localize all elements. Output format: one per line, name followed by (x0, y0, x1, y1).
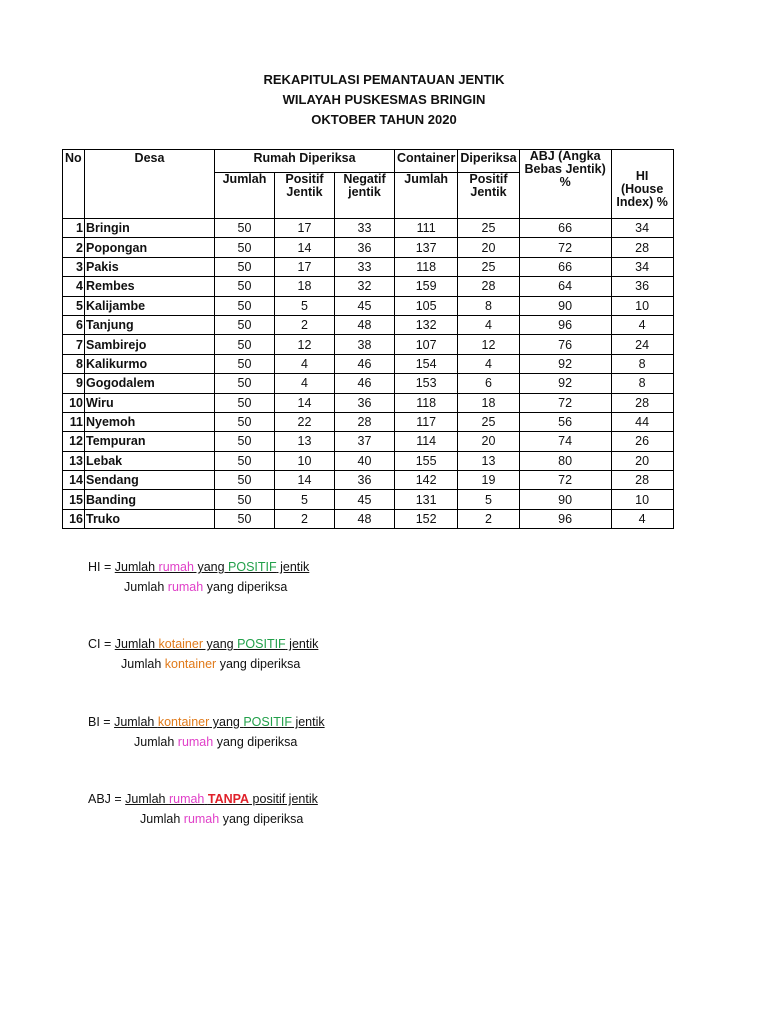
formula-hi (88, 557, 309, 597)
table-row (63, 393, 674, 412)
table-row (63, 296, 674, 315)
table-row (63, 451, 674, 470)
cell-container-positif: 2 (458, 509, 519, 528)
cell-desa: Tanjung (85, 315, 215, 334)
cell-container-positif: 25 (458, 412, 519, 431)
cell-hi: 8 (611, 354, 673, 373)
formula-hi-prefix: HI = (88, 560, 115, 574)
cell-abj: 66 (519, 219, 611, 238)
cell-container-positif: 20 (458, 238, 519, 257)
cell-rumah-jumlah: 50 (215, 509, 275, 528)
cell-no: 9 (63, 374, 85, 393)
formula-bi-num-positif: POSITIF (243, 715, 292, 729)
cell-rumah-positif: 5 (275, 490, 335, 509)
cell-desa: Rembes (85, 277, 215, 296)
formula-bi (88, 712, 325, 752)
cell-no: 15 (63, 490, 85, 509)
cell-abj: 96 (519, 509, 611, 528)
cell-rumah-positif: 18 (275, 277, 335, 296)
recap-table (62, 149, 674, 529)
formula-ci-denominator (88, 654, 318, 674)
formula-abj-numerator-text (125, 792, 318, 806)
formula-ci-den-word-1: Jumlah (121, 657, 165, 671)
formula-abj-prefix: ABJ = (88, 792, 126, 806)
cell-desa: Banding (85, 490, 215, 509)
cell-abj: 56 (519, 412, 611, 431)
cell-desa: Truko (85, 509, 215, 528)
cell-container-jumlah: 155 (395, 451, 458, 470)
cell-no: 1 (63, 219, 85, 238)
cell-container-jumlah: 107 (395, 335, 458, 354)
cell-rumah-jumlah: 50 (215, 451, 275, 470)
cell-desa: Bringin (85, 219, 215, 238)
cell-rumah-jumlah: 50 (215, 296, 275, 315)
formula-hi-num-positif: POSITIF (228, 560, 277, 574)
formula-bi-num-word-3: jentik (291, 715, 325, 729)
formula-bi-num-word-1: Jumlah (114, 715, 158, 729)
cell-container-positif: 4 (458, 315, 519, 334)
cell-desa: Gogodalem (85, 374, 215, 393)
cell-rumah-jumlah: 50 (215, 471, 275, 490)
cell-desa: Sendang (85, 471, 215, 490)
cell-container-positif: 8 (458, 296, 519, 315)
cell-rumah-positif: 17 (275, 257, 335, 276)
cell-rumah-jumlah: 50 (215, 354, 275, 373)
cell-no: 4 (63, 277, 85, 296)
cell-rumah-positif: 10 (275, 451, 335, 470)
cell-rumah-jumlah: 50 (215, 393, 275, 412)
formula-ci-prefix: CI = (88, 637, 115, 651)
cell-rumah-positif: 5 (275, 296, 335, 315)
header-no: No (63, 150, 85, 219)
cell-container-positif: 4 (458, 354, 519, 373)
cell-rumah-negatif: 45 (335, 490, 395, 509)
cell-abj: 76 (519, 335, 611, 354)
table-row (63, 412, 674, 431)
cell-abj: 90 (519, 490, 611, 509)
title-line-1: REKAPITULASI PEMANTAUAN JENTIK (263, 72, 505, 87)
cell-rumah-jumlah: 50 (215, 238, 275, 257)
cell-hi: 34 (611, 219, 673, 238)
cell-no: 8 (63, 354, 85, 373)
formula-abj-den-word-2: yang diperiksa (219, 812, 304, 826)
cell-container-jumlah: 137 (395, 238, 458, 257)
formula-ci-num-word-1: Jumlah (114, 637, 159, 651)
cell-hi: 28 (611, 393, 673, 412)
cell-rumah-negatif: 33 (335, 219, 395, 238)
formula-hi-num-word-1: Jumlah (114, 560, 159, 574)
table-row (63, 335, 674, 354)
table-row (63, 315, 674, 334)
cell-hi: 4 (611, 315, 673, 334)
cell-desa: Wiru (85, 393, 215, 412)
cell-container-jumlah: 131 (395, 490, 458, 509)
cell-no: 10 (63, 393, 85, 412)
cell-container-positif: 19 (458, 471, 519, 490)
cell-container-jumlah: 152 (395, 509, 458, 528)
table-row (63, 238, 674, 257)
formula-ci-numerator (88, 634, 318, 654)
table-row (63, 374, 674, 393)
cell-rumah-negatif: 38 (335, 335, 395, 354)
cell-desa: Kalijambe (85, 296, 215, 315)
cell-hi: 20 (611, 451, 673, 470)
formula-hi-numerator (88, 557, 309, 577)
header-container: Container (395, 150, 458, 173)
cell-no: 2 (63, 238, 85, 257)
cell-container-positif: 13 (458, 451, 519, 470)
cell-rumah-negatif: 40 (335, 451, 395, 470)
cell-abj: 90 (519, 296, 611, 315)
cell-no: 7 (63, 335, 85, 354)
cell-container-jumlah: 111 (395, 219, 458, 238)
cell-rumah-positif: 2 (275, 315, 335, 334)
header-row-1 (63, 150, 674, 173)
formula-ci-num-word-3: jentik (285, 637, 319, 651)
formula-bi-num-kontainer: kontainer (157, 715, 210, 729)
formula-bi-denominator (88, 732, 325, 752)
subheader-jumlah: Jumlah (215, 172, 275, 218)
cell-hi: 10 (611, 296, 673, 315)
title-line-3: OKTOBER TAHUN 2020 (311, 112, 457, 127)
cell-desa: Tempuran (85, 432, 215, 451)
cell-container-positif: 5 (458, 490, 519, 509)
formula-abj-den-rumah: rumah (183, 812, 220, 826)
cell-no: 13 (63, 451, 85, 470)
cell-no: 12 (63, 432, 85, 451)
formula-hi-den-rumah: rumah (167, 580, 204, 594)
cell-container-jumlah: 153 (395, 374, 458, 393)
formula-ci (88, 634, 318, 674)
formula-abj-num-tanpa: TANPA (207, 792, 250, 806)
cell-rumah-jumlah: 50 (215, 277, 275, 296)
formula-ci-num-word-2: yang (203, 637, 238, 651)
cell-container-positif: 6 (458, 374, 519, 393)
formula-hi-num-word-3: jentik (276, 560, 310, 574)
formula-bi-den-rumah: rumah (177, 735, 214, 749)
cell-rumah-jumlah: 50 (215, 374, 275, 393)
cell-container-positif: 18 (458, 393, 519, 412)
cell-hi: 24 (611, 335, 673, 354)
table-row (63, 354, 674, 373)
cell-rumah-positif: 14 (275, 393, 335, 412)
formula-bi-numerator-text (114, 715, 325, 729)
subheader-container-positif-jentik: Positif Jentik (458, 172, 519, 218)
formula-abj-denominator (88, 809, 318, 829)
cell-rumah-negatif: 45 (335, 296, 395, 315)
cell-hi: 34 (611, 257, 673, 276)
header-hi: HI (House Index) % (611, 150, 673, 219)
cell-rumah-positif: 13 (275, 432, 335, 451)
cell-abj: 66 (519, 257, 611, 276)
table-body (63, 219, 674, 529)
cell-desa: Sambirejo (85, 335, 215, 354)
header-desa: Desa (85, 150, 215, 219)
cell-desa: Nyemoh (85, 412, 215, 431)
formula-ci-num-kotainer: kotainer (158, 637, 204, 651)
cell-no: 16 (63, 509, 85, 528)
cell-container-jumlah: 142 (395, 471, 458, 490)
formula-bi-num-word-2: yang (209, 715, 244, 729)
formula-hi-num-rumah: rumah (158, 560, 194, 574)
cell-desa: Pakis (85, 257, 215, 276)
header-diperiksa: Diperiksa (458, 150, 519, 173)
cell-rumah-jumlah: 50 (215, 257, 275, 276)
cell-abj: 92 (519, 374, 611, 393)
cell-abj: 64 (519, 277, 611, 296)
cell-hi: 8 (611, 374, 673, 393)
cell-rumah-negatif: 37 (335, 432, 395, 451)
formula-bi-den-word-2: yang diperiksa (213, 735, 298, 749)
cell-rumah-negatif: 36 (335, 393, 395, 412)
cell-rumah-jumlah: 50 (215, 490, 275, 509)
formula-bi-prefix: BI = (88, 715, 115, 729)
formula-bi-den-word-1: Jumlah (134, 735, 178, 749)
cell-container-jumlah: 117 (395, 412, 458, 431)
formula-hi-denominator (88, 577, 309, 597)
cell-rumah-positif: 22 (275, 412, 335, 431)
cell-rumah-positif: 14 (275, 471, 335, 490)
formula-ci-num-positif: POSITIF (237, 637, 286, 651)
formula-hi-den-word-2: yang diperiksa (203, 580, 288, 594)
cell-rumah-positif: 2 (275, 509, 335, 528)
cell-rumah-negatif: 48 (335, 315, 395, 334)
subheader-container-jumlah: Jumlah (395, 172, 458, 218)
cell-rumah-jumlah: 50 (215, 432, 275, 451)
cell-abj: 96 (519, 315, 611, 334)
subheader-negatif-jentik: Negatif jentik (335, 172, 395, 218)
cell-rumah-positif: 4 (275, 354, 335, 373)
cell-desa: Lebak (85, 451, 215, 470)
cell-container-positif: 25 (458, 219, 519, 238)
formula-abj-num-rumah: rumah (168, 792, 205, 806)
cell-desa: Popongan (85, 238, 215, 257)
formula-abj (88, 789, 318, 829)
cell-rumah-negatif: 32 (335, 277, 395, 296)
formula-hi-den-word-1: Jumlah (124, 580, 168, 594)
table-row (63, 219, 674, 238)
cell-abj: 92 (519, 354, 611, 373)
report-title (0, 70, 768, 130)
cell-rumah-negatif: 33 (335, 257, 395, 276)
cell-container-jumlah: 159 (395, 277, 458, 296)
cell-hi: 36 (611, 277, 673, 296)
cell-rumah-negatif: 36 (335, 238, 395, 257)
formula-abj-num-word-3: positif jentik (249, 792, 318, 806)
cell-rumah-negatif: 46 (335, 354, 395, 373)
cell-rumah-positif: 17 (275, 219, 335, 238)
cell-rumah-negatif: 48 (335, 509, 395, 528)
cell-rumah-negatif: 36 (335, 471, 395, 490)
cell-container-positif: 12 (458, 335, 519, 354)
formula-hi-numerator-text (115, 560, 310, 574)
header-abj: ABJ (Angka Bebas Jentik) % (519, 150, 611, 219)
cell-hi: 26 (611, 432, 673, 451)
cell-abj: 72 (519, 238, 611, 257)
cell-hi: 28 (611, 471, 673, 490)
cell-container-jumlah: 132 (395, 315, 458, 334)
cell-container-positif: 25 (458, 257, 519, 276)
cell-rumah-positif: 12 (275, 335, 335, 354)
header-rumah-diperiksa: Rumah Diperiksa (215, 150, 395, 173)
cell-container-jumlah: 118 (395, 257, 458, 276)
formula-bi-numerator (88, 712, 325, 732)
cell-no: 3 (63, 257, 85, 276)
subheader-positif-jentik: Positif Jentik (275, 172, 335, 218)
cell-rumah-jumlah: 50 (215, 335, 275, 354)
cell-rumah-positif: 14 (275, 238, 335, 257)
table-row (63, 257, 674, 276)
cell-container-positif: 28 (458, 277, 519, 296)
cell-abj: 74 (519, 432, 611, 451)
cell-no: 5 (63, 296, 85, 315)
cell-container-jumlah: 114 (395, 432, 458, 451)
cell-no: 6 (63, 315, 85, 334)
table-row (63, 277, 674, 296)
formula-abj-num-word-1: Jumlah (125, 792, 169, 806)
cell-desa: Kalikurmo (85, 354, 215, 373)
cell-no: 14 (63, 471, 85, 490)
cell-container-jumlah: 154 (395, 354, 458, 373)
cell-rumah-jumlah: 50 (215, 412, 275, 431)
cell-rumah-positif: 4 (275, 374, 335, 393)
table-row (63, 432, 674, 451)
table-row (63, 490, 674, 509)
cell-abj: 72 (519, 471, 611, 490)
formula-ci-den-word-2: yang diperiksa (216, 657, 301, 671)
table-row (63, 471, 674, 490)
cell-hi: 4 (611, 509, 673, 528)
cell-rumah-jumlah: 50 (215, 219, 275, 238)
cell-rumah-negatif: 28 (335, 412, 395, 431)
cell-hi: 28 (611, 238, 673, 257)
cell-hi: 44 (611, 412, 673, 431)
cell-container-positif: 20 (458, 432, 519, 451)
formula-ci-den-kontainer: kontainer (164, 657, 217, 671)
cell-rumah-jumlah: 50 (215, 315, 275, 334)
formula-abj-numerator (88, 789, 318, 809)
cell-container-jumlah: 105 (395, 296, 458, 315)
cell-hi: 10 (611, 490, 673, 509)
title-line-2: WILAYAH PUSKESMAS BRINGIN (282, 92, 486, 107)
cell-no: 11 (63, 412, 85, 431)
cell-container-jumlah: 118 (395, 393, 458, 412)
formula-hi-num-word-2: yang (193, 560, 229, 574)
table-row (63, 509, 674, 528)
cell-rumah-negatif: 46 (335, 374, 395, 393)
formula-ci-numerator-text (115, 637, 319, 651)
formula-abj-den-word-1: Jumlah (140, 812, 184, 826)
cell-abj: 80 (519, 451, 611, 470)
cell-abj: 72 (519, 393, 611, 412)
